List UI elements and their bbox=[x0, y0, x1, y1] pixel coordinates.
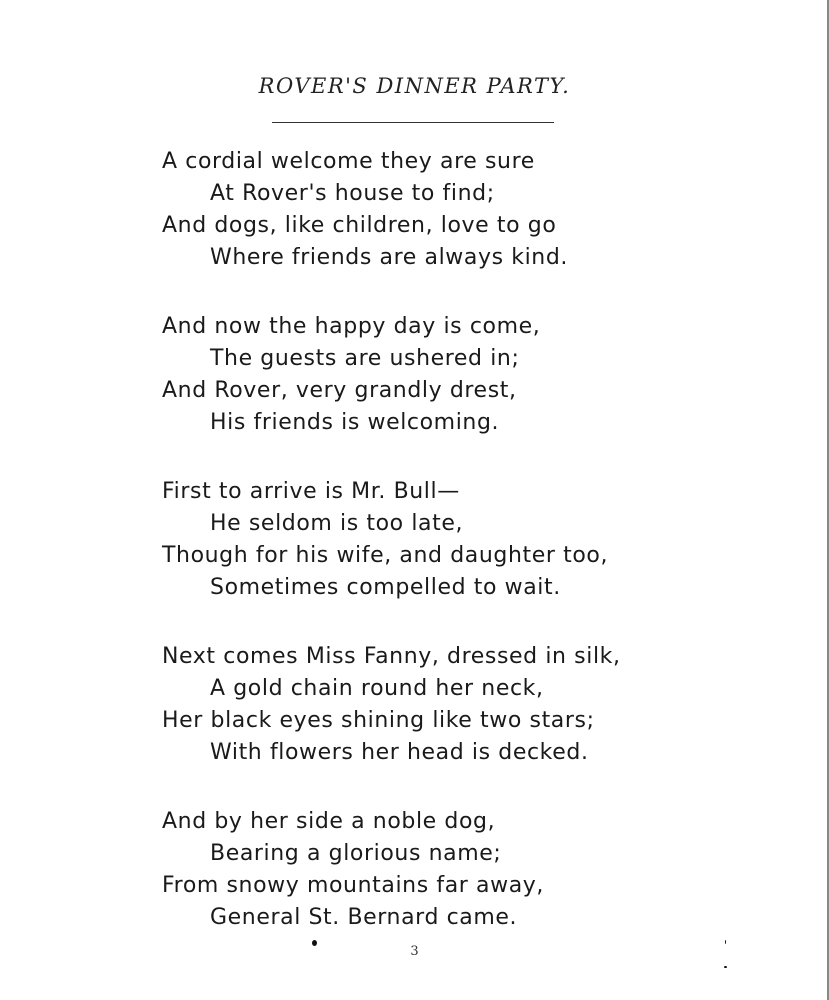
poem-line: The guests are ushered in; bbox=[210, 346, 520, 371]
poem-line: And by her side a noble dog, bbox=[162, 809, 496, 834]
stanza-3 bbox=[162, 476, 802, 604]
poem-line: And Rover, very grandly drest, bbox=[162, 378, 517, 403]
poem-line: He seldom is too late, bbox=[210, 511, 464, 536]
poem-line: Sometimes compelled to wait. bbox=[210, 575, 561, 600]
poem-line: And now the happy day is come, bbox=[162, 314, 541, 339]
poem-line: A gold chain round her neck, bbox=[210, 676, 544, 701]
poem-title: ROVER'S DINNER PARTY. bbox=[258, 74, 571, 98]
poem-line: At Rover's house to find; bbox=[210, 181, 495, 206]
poem-line: From snowy mountains far away, bbox=[162, 873, 544, 898]
stanza-4 bbox=[162, 641, 802, 769]
poem-line: Bearing a glorious name; bbox=[210, 841, 502, 866]
poem-line: Though for his wife, and daughter too, bbox=[162, 543, 609, 568]
poem-line: And dogs, like children, love to go bbox=[162, 213, 557, 238]
poem-line: A cordial welcome they are sure bbox=[162, 149, 535, 174]
poem-line: Her black eyes shining like two stars; bbox=[162, 708, 595, 733]
poem-line: His friends is welcoming. bbox=[210, 410, 500, 435]
poem-body bbox=[162, 146, 802, 971]
title-divider bbox=[272, 122, 554, 123]
poem-line: With flowers her head is decked. bbox=[210, 740, 589, 765]
poem-line: Where friends are always kind. bbox=[210, 245, 568, 270]
poem-line: General St. Bernard came. bbox=[210, 905, 518, 930]
ink-speck bbox=[725, 940, 726, 944]
poem-line: First to arrive is Mr. Bull— bbox=[162, 479, 460, 504]
stanza-5 bbox=[162, 806, 802, 934]
page-number: 3 bbox=[410, 944, 419, 959]
ink-speck bbox=[312, 940, 317, 946]
stanza-2 bbox=[162, 311, 802, 439]
ink-speck bbox=[724, 966, 727, 968]
stanza-1 bbox=[162, 146, 802, 274]
poem-line: Next comes Miss Fanny, dressed in silk, bbox=[162, 644, 621, 669]
